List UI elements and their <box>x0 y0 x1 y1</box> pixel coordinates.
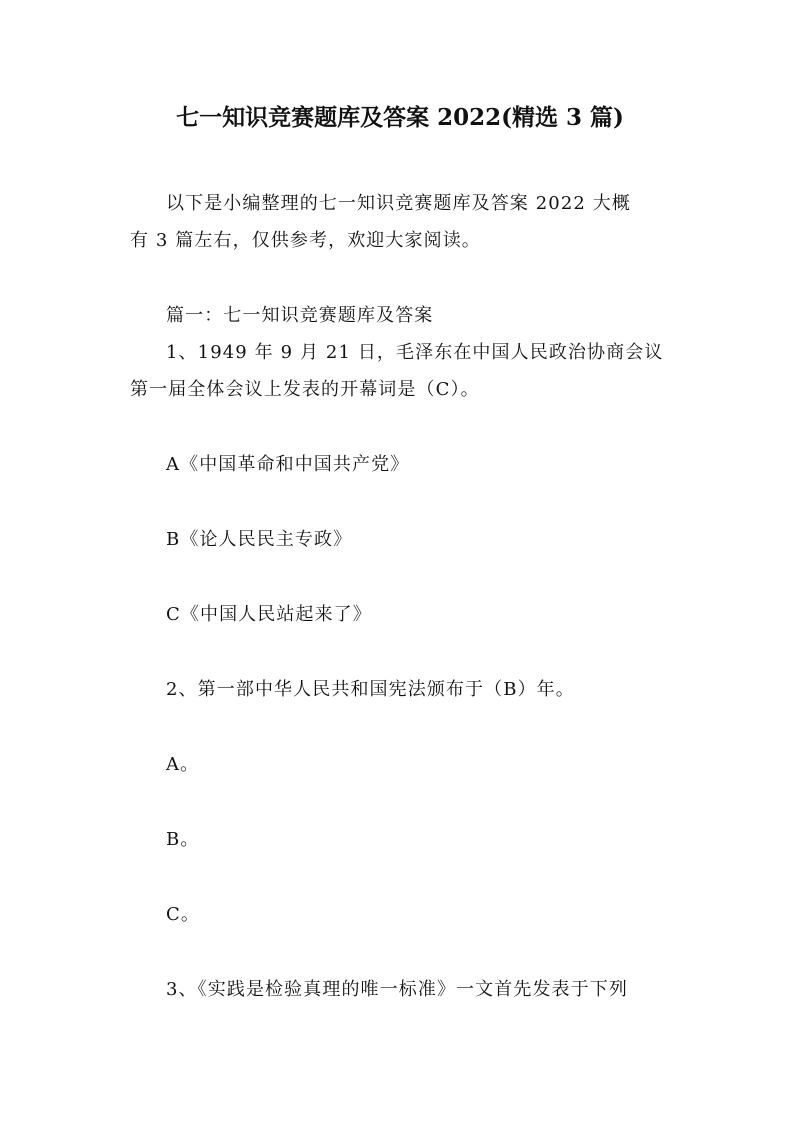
question-1-option-c: C《中国人民站起来了》 <box>166 604 372 625</box>
question-1-line-1: 1、1949 年 9 月 21 日，毛泽东在中国人民政治协商会议 <box>166 342 664 363</box>
question-1-line-2: 第一届全体会议上发表的开幕词是（C）。 <box>130 379 480 400</box>
question-2: 2、第一部中华人民共和国宪法颁布于（B）年。 <box>166 679 575 700</box>
document-title: 七一知识竞赛题库及答案 2022(精选 3 篇) <box>176 104 624 131</box>
question-2-option-c: C。 <box>166 904 200 925</box>
question-1-option-a: A《中国革命和中国共产党》 <box>166 454 410 475</box>
question-1-option-b: B《论人民民主专政》 <box>166 529 353 550</box>
question-3-line-1: 3、《实践是检验真理的唯一标准》一文首先发表于下列 <box>166 979 628 1000</box>
section-heading: 篇一：七一知识竞赛题库及答案 <box>166 305 434 326</box>
question-2-option-b: B。 <box>166 829 200 850</box>
question-2-option-a: A。 <box>166 754 200 775</box>
intro-line-1: 以下是小编整理的七一知识竞赛题库及答案 2022 大概 <box>166 193 631 214</box>
intro-line-2: 有 3 篇左右，仅供参考，欢迎大家阅读。 <box>130 230 481 251</box>
